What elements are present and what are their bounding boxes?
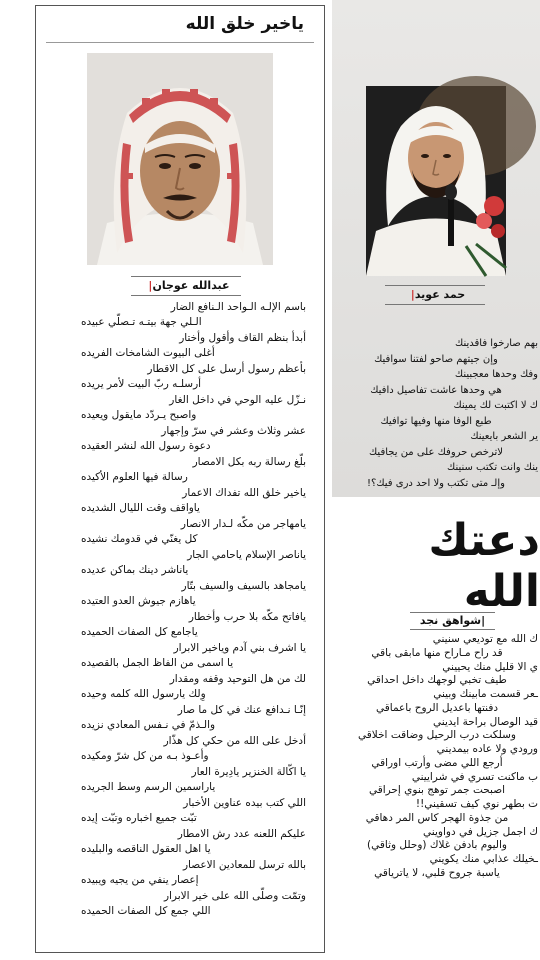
poem-line: اصبحت جمر توهج بنوي إحراقي [368,784,506,796]
poem-line: لك من هل التوحيد وقفه ومقدار [169,673,306,685]
poem-line: ينك وانت تكتب سنينك [447,462,538,473]
poem-line: بالله ترسل للمعادين الاعصار [182,859,306,871]
poem-couplet [81,827,306,858]
poem-line: ورودي ولا عاده بيمديني [436,743,538,755]
poem-couplet [334,853,540,881]
poem-couplet [81,362,306,393]
poem-couplet [81,889,306,920]
poem-line: ت بطهر نوي كيف تسقيني!! [415,798,538,810]
poem-line: وِلك يارسول الله كلمه وحيده [81,688,206,700]
poem-right-bottom [334,633,540,955]
poem-line: والـذمّ في نـفس المعادي نزيده [81,719,216,731]
poem-line: نـزّل عليه الوحي في داخل الغار [169,394,306,406]
poem-couplet [81,517,306,548]
poem-line: ك الله مع توديعي سنيني [432,633,538,645]
poem-line: الـلي جهة بيتـه تـصلّي عبيده [81,316,202,328]
poem-line: بلّغ رسالة ربه بكل الامصار [192,456,306,468]
poem-line: وتمّت وصلّى الله على خير الابرار [163,890,306,902]
poem-couplet [81,858,306,889]
poem-couplet [81,641,306,672]
poem-line: إنّـا نـدافع عنك في كل ما صار [177,704,306,716]
poem-couplet [334,743,540,771]
poem-line: ياناصر الإسلام ياحامي الجار [187,549,306,561]
poem-line: ك لا اكتبت لك يمينك [453,400,538,411]
poem-line: ياناشر دينك بماكن عديده [81,564,189,576]
poem-line: أرجع اللي مضى وأرتب اوراقي [371,756,503,769]
poem-couplet [81,610,306,641]
poem-line: دعوة رسول الله لنشر العقيده [81,440,211,452]
poem-line: بأعظم رسول أرسل على كل الاقطار [147,363,306,375]
caption-separator: | [481,614,486,627]
poem-line: أرسلـه ربّ البيت لأمر يريده [81,378,202,390]
poem-line: وأعـوذ بـه من كل شرّ ومكيده [81,750,209,762]
poem-couplet [81,393,306,424]
poem-line: وإلـ متى تكتب ولا احد درى فيك؟! [367,477,505,489]
poem-line: وفك وحدها معجبينك [454,369,538,380]
poem-line: يامجاهد بالسيف والسيف بتّار [181,580,306,592]
poem-line: رسالة فيها العلوم الأكيده [81,471,188,483]
author-name-right: حمد عويد [414,288,466,301]
poem-couplet [81,331,306,362]
poem-couplet [81,579,306,610]
poem-line: ـعر قسمت مابينك وبيني [433,688,538,700]
author-name-left: عبدالله عوجان [152,279,230,292]
poem-couplet [81,424,306,455]
poem-line: أغلى البيوت الشامخات الفريده [81,347,215,359]
author-caption-right [385,285,485,305]
poem-line: يا اهل العقول الناقصه والبليده [81,843,211,855]
poem-line: ي الا قليل منك يحييني [442,660,538,673]
poem-line: يا اسمى من الفاظ الجمل بالقصيده [81,657,234,669]
poem-line: تبّت جميع اخباره وتبّت إيده [81,812,197,824]
poem-line: قيد الوصال براحة ايديني [433,715,538,728]
poem-line: ك اجمل جزيل في دواويني [423,825,538,838]
poem-left [81,300,306,920]
poem-line: ـخيلك عذابي منك يكويني [429,853,538,865]
poem-line: ياخير خلق الله تفداك الاعمار [182,487,306,499]
poem-couplet [334,798,540,826]
poem-line: ياجامع كل الصفات الحميده [81,626,198,638]
poem-line: إعصار ينفي من يجيه ويبيده [81,874,199,886]
caption-separator: | [410,288,415,301]
poem-line: طيف تخبي لوجهك داخل احداقي [367,674,507,686]
poem-couplet [334,716,540,744]
poem-couplet [81,796,306,827]
poem-line: يا اكّالة الخنزير يادِيرة العار [191,766,306,778]
poem-couplet [81,672,306,703]
poem-line: من جذوة الهجر كاس المر دهاقي [365,811,509,824]
poem-line: قد راح مـاراح منها مابقى باقي [371,646,503,659]
poem-line: طبع الوفا منها وفيها توافيك [380,415,492,427]
poem-line: أبدأ بنظم القاف وأقول وأختار [179,332,306,344]
poem-couplet [334,633,540,661]
poem-line: هي وحدها عاشت تفاصيل دافيك [370,384,502,396]
poem-couplet [334,826,540,854]
poem-line: وسلكت درب الرحيل وضاقت اخلاقي [358,729,516,741]
poem-couplet [81,734,306,765]
author-caption-right-bottom [410,612,495,630]
title-divider [46,42,314,43]
poem-line: عليكم اللعنه عدد رش الامطار [177,828,306,840]
poem-line: ياسبة جروح قلبي، لا ياترياقي [374,866,500,879]
poem-right-top [334,336,540,491]
poem-line: كل يغنّي في قدومك نشيده [81,533,198,545]
poem-line: باسم الإلـه الـواحد الـنافع الضار [170,301,306,313]
poem-couplet [334,688,540,716]
poem-line: ياواقف وقت الليال الشديده [81,502,200,514]
section-heading: دعتك الله [428,515,540,617]
poem-line: أدخل على الله من حكي كل هذّار [163,735,306,747]
poem-couplet [81,765,306,796]
poem-couplet [334,661,540,689]
author-caption-left [131,276,241,296]
poem-line: دفنتها باعديل الروح باعماقي [375,701,499,714]
poem-line: ير الشعر بايعينك [470,431,538,442]
poem-line: عشر وثلاث وعشر في سرّ وإجهار [161,425,306,437]
author-photo-right [366,86,506,276]
poem-line: ياراسمين الرسم وسط الجريده [81,781,216,793]
poem-line: يا اشرف بني آدم وياخير الابرار [173,642,306,654]
poem-line: بهم صارخوا فاقدينك [455,338,538,349]
poem-line: واليوم بادفن غلاك (وحلل وثاقي) [367,839,507,851]
poem-line: ياهازم جيوش العدو العتيده [81,595,196,607]
poem-line: يامهاجر من مكّه لـدار الانصار [180,518,306,530]
poem-couplet [81,486,306,517]
poem-couplet [81,548,306,579]
poem-couplet [81,703,306,734]
poem-line: اللي كتب بيده عناوين الأخبار [183,797,306,809]
article-title: ياخير خلق الله [185,14,304,34]
poem-line: واصبح يـردّد مايقول ويعيده [81,409,197,421]
author-name-right-bottom: شواهق نجد [419,614,482,627]
poem-line: وإن جيتهم صاحو لفتنا سوافيك [374,353,498,365]
author-photo-left [87,53,273,265]
poem-couplet [81,300,306,331]
poem-line: يافاتح مكّه بلا حرب وأخطار [188,611,306,623]
poem-couplet [334,771,540,799]
poem-line: لاترخص حروفك على من يجافيك [369,446,503,458]
poem-line: اللي جمع كل الصفات الحميده [81,905,211,917]
caption-separator: | [148,279,153,292]
poem-line: ب ماكنت تسري في شراييني [411,770,538,783]
poem-couplet [81,455,306,486]
left-article [35,5,325,953]
